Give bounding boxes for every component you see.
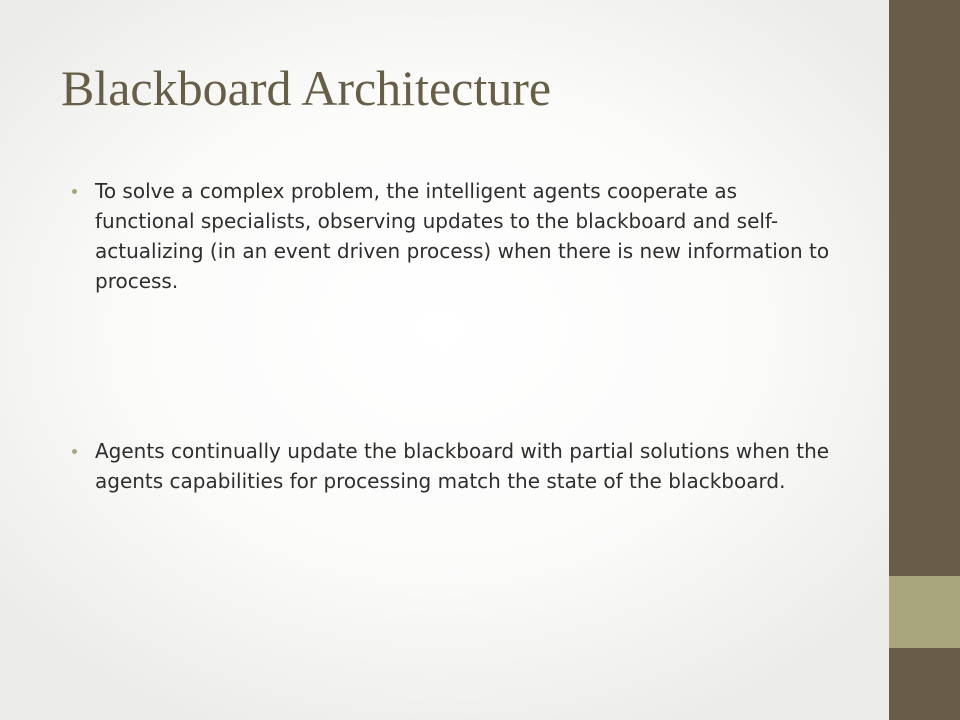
bullet-text: Agents continually update the blackboard with partial solutions when the agents capabilities for processing match the state of the blackboard. bbox=[95, 439, 830, 493]
bullet-list bbox=[70, 176, 830, 496]
bullet-item bbox=[70, 436, 830, 496]
bullet-text: To solve a complex problem, the intelligent agents cooperate as functional specialists, observing updates to the blackboard and self-actualizing (in an event driven process) when there is new information to process. bbox=[95, 179, 830, 293]
bullet-dot-icon bbox=[72, 449, 77, 454]
bullet-dot-icon bbox=[72, 189, 77, 194]
bullet-item bbox=[70, 176, 830, 296]
side-accent-block bbox=[889, 576, 960, 648]
slide-title: Blackboard Architecture bbox=[61, 60, 552, 116]
